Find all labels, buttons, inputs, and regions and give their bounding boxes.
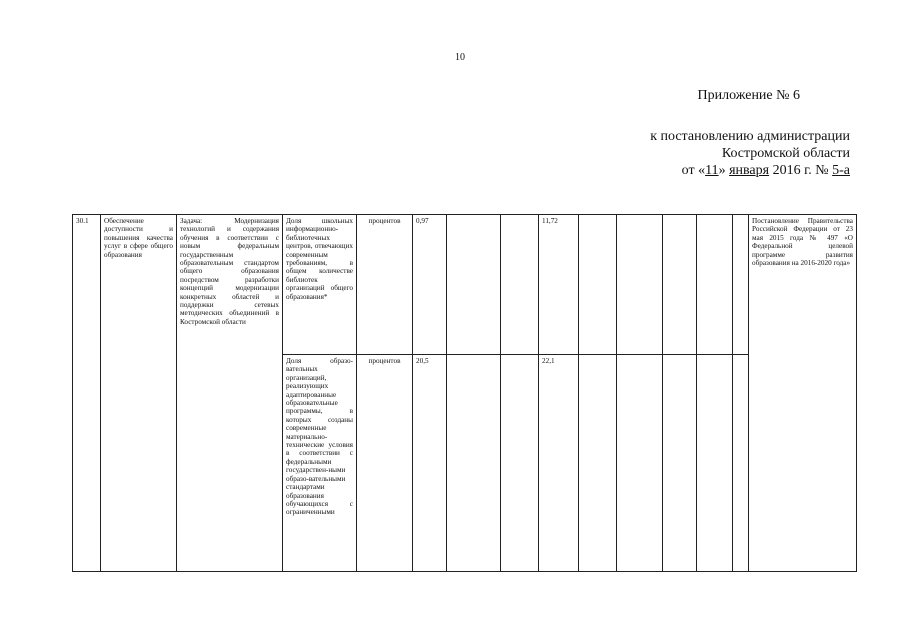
date-month: января [729, 163, 770, 178]
empty-cell [447, 355, 501, 572]
indicator-name-cell: Доля образо-вательных организаций, реализующих адаптированные образовательные программы, в которых созданы современные материально-технические условия в соответствии с федеральными государствен-ными образо-вательными стандартами образования обучающихся с ограниченными [283, 355, 357, 572]
indicators-table [72, 214, 857, 572]
date-prefix: от « [681, 163, 706, 178]
unit-cell: процентов [357, 215, 413, 355]
empty-cell [617, 215, 663, 355]
empty-cell [501, 215, 539, 355]
empty-cell [501, 355, 539, 572]
date-day: 11 [705, 163, 719, 178]
decree-header [600, 128, 850, 179]
empty-cell [697, 355, 733, 572]
row-number-cell: 30.1 [73, 215, 101, 572]
decree-date-line [600, 162, 850, 179]
empty-cell [663, 215, 697, 355]
unit-cell: процентов [357, 355, 413, 572]
empty-cell [697, 215, 733, 355]
value-cell: 22,1 [539, 355, 579, 572]
decree-number: 5-а [832, 163, 850, 178]
value-cell: 11,72 [539, 215, 579, 355]
empty-cell [579, 215, 617, 355]
empty-cell [663, 355, 697, 572]
task-cell: Задача: Модернизация технологий и содержания обучения в соответствии с новым федеральным государственным образовательным стандартом общего образования посредством разработки концепций модернизации конкретных областей и поддержки сетевых методических объединений в Костромской области [177, 215, 283, 572]
decree-line-1: к постановлению администрации [650, 129, 850, 144]
empty-cell [579, 355, 617, 572]
value-cell: 20,5 [413, 355, 447, 572]
date-year: 2016 г. № [769, 163, 833, 178]
date-mid: » [718, 163, 730, 178]
table-row [73, 215, 857, 355]
decree-line-2: Костромской области [721, 146, 850, 161]
indicator-name-cell: Доля школьных информационно-библиотечных центров, отвечающих современным требованиям, в общем количестве библиотек организаций общего образования* [283, 215, 357, 355]
empty-cell [733, 215, 749, 355]
empty-cell [733, 355, 749, 572]
direction-cell: Обеспечение доступности и повышения качества услуг в сфере общего образования [101, 215, 177, 572]
document-cell: Постановление Правительства Российской Федерации от 23 мая 2015 года № 497 «О Федеральной целевой программе развития образования на 2016-2020 года» [749, 215, 857, 572]
empty-cell [617, 355, 663, 572]
empty-cell [447, 215, 501, 355]
page-number: 10 [455, 52, 465, 63]
appendix-title: Приложение № 6 [697, 88, 800, 103]
value-cell: 0,97 [413, 215, 447, 355]
